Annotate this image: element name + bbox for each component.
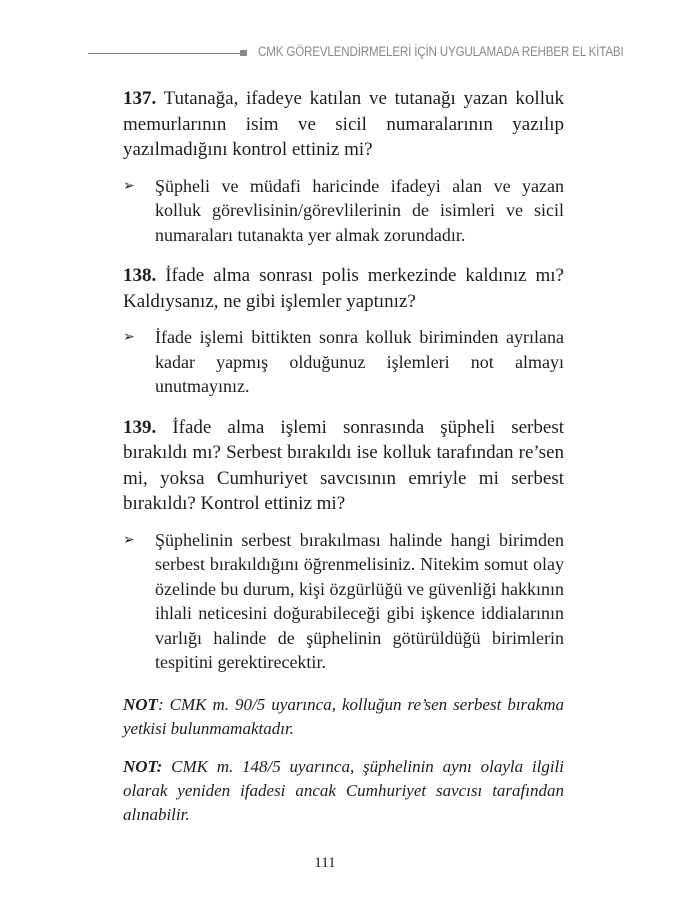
note-label: NOT <box>123 694 158 714</box>
bullet-item <box>123 325 564 399</box>
question-text: İfade alma sonrası polis merkezinde kaldınız mı? Kaldıysanız, ne gibi işlemler yaptınız? <box>123 265 564 312</box>
page-number: 111 <box>314 855 336 871</box>
note-text: : CMK m. 90/5 uyarınca, kolluğun re’sen serbest bırakma yetkisi bulunmamaktadır. <box>123 694 564 738</box>
question-137 <box>123 86 564 163</box>
section-139 <box>123 415 564 675</box>
question-number: 138. <box>123 265 157 286</box>
bullet-item <box>123 528 564 675</box>
note-text: CMK m. 148/5 uyarınca, şüphelinin aynı olayla ilgili olarak yeniden ifadesi ancak Cumhuriyet savcısı tarafından alınabilir. <box>123 756 564 824</box>
question-139 <box>123 415 564 517</box>
arrow-right-icon: ➢ <box>123 177 135 194</box>
arrow-right-icon: ➢ <box>123 531 135 548</box>
question-138 <box>123 263 564 314</box>
bullet-item <box>123 174 564 248</box>
section-137 <box>123 86 564 247</box>
running-header <box>88 44 624 64</box>
arrow-right-icon: ➢ <box>123 329 135 345</box>
question-number: 139. <box>123 416 157 438</box>
bullet-text: İfade işlemi bittikten sonra kolluk biriminden ayrılana kadar yapmış olduğunuz işlemleri not almayı unutmayınız. <box>155 327 564 396</box>
question-number: 137. <box>123 88 157 109</box>
note-1 <box>123 693 564 741</box>
question-text: İfade alma işlemi sonrasında şüpheli serbest bırakıldı mı? Serbest bırakıldı ise kolluk tarafından re’sen mi, yoksa Cumhuriyet savcısının emriyle mi serbest bırakıldı? Kontrol ettiniz mi? <box>123 416 564 514</box>
header-square-marker <box>240 50 247 56</box>
page-content <box>123 86 564 827</box>
bullet-text: Şüpheli ve müdafi haricinde ifadeyi alan ve yazan kolluk görevlisinin/görevlilerinin de isimleri ve sicil numaraları tutanakta yer almak zorundadır. <box>155 175 564 245</box>
header-rule <box>88 53 240 54</box>
note-2 <box>123 755 564 827</box>
question-text: Tutanağa, ifadeye katılan ve tutanağı yazan kolluk memurlarının isim ve sicil numaralarının yazılıp yazılmadığını kontrol ettiniz mi? <box>123 88 564 160</box>
section-138 <box>123 263 564 399</box>
book-title: CMK GÖREVLENDİRMELERİ İÇİN UYGULAMADA REHBER EL KİTABI <box>258 44 624 59</box>
note-label: NOT: <box>123 756 163 776</box>
bullet-text: Şüphelinin serbest bırakılması halinde hangi birimden serbest bırakıldığını öğrenmelisiniz. Nitekim somut olay özelinde bu durum, kişi özgürlüğü ve güvenliği hakkının ihlali neticesini doğurabileceği gibi işkence iddialarının varlığı halinde de şüphelinin götürüldüğü birimlerin tespitini gerektirecektir. <box>155 529 564 672</box>
